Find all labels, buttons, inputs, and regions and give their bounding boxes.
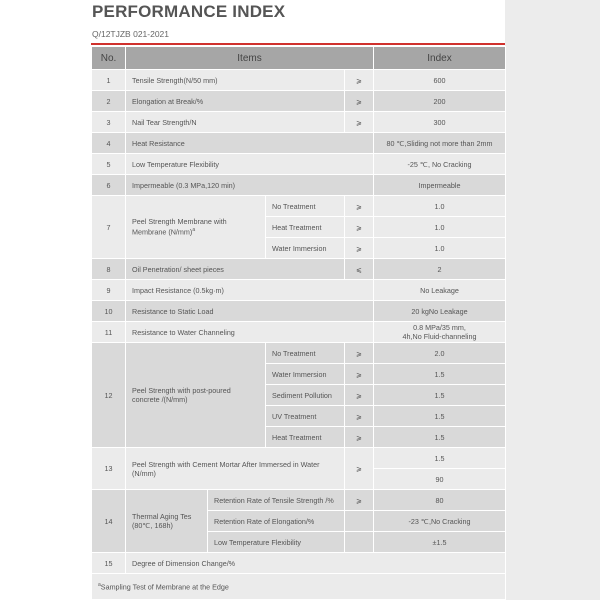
row-item-text: Peel Strength Membrane with Membrane (N/mm) (132, 217, 227, 237)
row-no: 13 (92, 448, 126, 490)
row-no: 10 (92, 301, 126, 322)
sub-item: No Treatment (266, 196, 345, 217)
sub-item: Retention Rate of Elongation/% (208, 511, 345, 532)
standard-code: Q/12TJZB 021-2021 (92, 29, 170, 39)
row-no: 2 (92, 91, 126, 112)
row-index: 90 (374, 469, 506, 490)
row-operator: ⩾ (345, 217, 374, 238)
row-operator: ⩾ (345, 196, 374, 217)
row-operator: ⩾ (345, 427, 374, 448)
row-operator: ⩾ (345, 70, 374, 91)
row-item (126, 196, 266, 259)
table-row (92, 259, 506, 280)
row-no: 8 (92, 259, 126, 280)
table-row (92, 280, 506, 301)
table-row (92, 301, 506, 322)
row-no: 11 (92, 322, 126, 343)
table-header-row (92, 47, 506, 70)
row-operator: ⩾ (345, 406, 374, 427)
row-index: 1.5 (374, 406, 506, 427)
row-item: Low Temperature Flexibility (126, 154, 374, 175)
sub-item: Low Temperature Flexibility (208, 532, 345, 553)
row-index: -23 ℃,No Cracking (374, 511, 506, 532)
row-item: Degree of Dimension Change/% (126, 553, 506, 574)
table-row (92, 154, 506, 175)
row-no: 14 (92, 490, 126, 553)
row-no: 1 (92, 70, 126, 91)
row-item: Tensile Strength(N/50 mm) (126, 70, 345, 91)
row-index: 1.0 (374, 238, 506, 259)
row-operator: ⩽ (345, 259, 374, 280)
table-row (92, 448, 506, 469)
row-index: 1.0 (374, 196, 506, 217)
row-no: 9 (92, 280, 126, 301)
table-row (92, 91, 506, 112)
row-index: 300 (374, 112, 506, 133)
header-index: Index (374, 47, 506, 70)
table-row (92, 70, 506, 91)
row-index: 1.5 (374, 364, 506, 385)
sub-item: Water Immersion (266, 238, 345, 259)
row-index: 200 (374, 91, 506, 112)
table-row (92, 112, 506, 133)
row-index: 2.0 (374, 343, 506, 364)
row-index: 1.5 (374, 448, 506, 469)
row-item: Impact Resistance (0.5kg·m) (126, 280, 374, 301)
row-operator: ⩾ (345, 91, 374, 112)
sub-item: Water Immersion (266, 364, 345, 385)
sub-item: UV Treatment (266, 406, 345, 427)
footnote-text: Sampling Test of Membrane at the Edge (100, 582, 229, 592)
table-row (92, 322, 506, 343)
page-title: PERFORMANCE INDEX (92, 2, 286, 21)
row-operator: ⩾ (345, 364, 374, 385)
row-item: Peel Strength with Cement Mortar After Immersed in Water (N/mm) (126, 448, 345, 490)
row-index: 80 (374, 490, 506, 511)
row-operator: ⩾ (345, 112, 374, 133)
footnote-row (92, 574, 506, 600)
row-index: 1.5 (374, 385, 506, 406)
row-index: 1.5 (374, 427, 506, 448)
row-no: 5 (92, 154, 126, 175)
row-no: 3 (92, 112, 126, 133)
sub-item: Heat Treatment (266, 217, 345, 238)
performance-table (91, 46, 506, 600)
footnote-marker: a (98, 582, 101, 589)
sub-item: Heat Treatment (266, 427, 345, 448)
index-line: 4h,No Fluid-channeling (402, 332, 477, 341)
row-operator: ⩾ (345, 448, 374, 490)
footnote (92, 574, 506, 600)
header-no: No. (92, 47, 126, 70)
row-index: 20 kgNo Leakage (374, 301, 506, 322)
row-operator: ⩾ (345, 490, 374, 511)
row-operator: ⩾ (345, 343, 374, 364)
row-item: Peel Strength with post-poured concrete /(N/mm) (126, 343, 266, 448)
footnote-marker: a (192, 227, 196, 234)
table-row (92, 196, 506, 217)
row-item: Elongation at Break/% (126, 91, 345, 112)
row-operator (345, 511, 374, 532)
row-index: 2 (374, 259, 506, 280)
header-items: Items (126, 47, 374, 70)
row-no: 4 (92, 133, 126, 154)
row-item: Impermeable (0.3 MPa,120 min) (126, 175, 374, 196)
table-row (92, 553, 506, 574)
row-index: No Leakage (374, 280, 506, 301)
row-no: 7 (92, 196, 126, 259)
table-row (92, 133, 506, 154)
row-index (374, 322, 506, 343)
title-divider (91, 43, 505, 45)
row-item: Thermal Aging Tes (80℃, 168h) (126, 490, 208, 553)
row-item: Nail Tear Strength/N (126, 112, 345, 133)
row-index: Impermeable (374, 175, 506, 196)
row-no: 12 (92, 343, 126, 448)
row-index: 1.0 (374, 217, 506, 238)
sub-item: Retention Rate of Tensile Strength /% (208, 490, 345, 511)
row-item: Oil Penetration/ sheet pieces (126, 259, 345, 280)
row-index: -25 ℃, No Cracking (374, 154, 506, 175)
table-row (92, 175, 506, 196)
row-operator: ⩾ (345, 385, 374, 406)
table-row (92, 490, 506, 511)
row-index: ±1.5 (374, 532, 506, 553)
row-no: 6 (92, 175, 126, 196)
row-item: Resistance to Static Load (126, 301, 374, 322)
sub-item: No Treatment (266, 343, 345, 364)
sub-item: Sediment Pollution (266, 385, 345, 406)
index-line: 0.8 MPa/35 mm, (413, 323, 466, 332)
row-no: 15 (92, 553, 126, 574)
row-item: Resistance to Water Channeling (126, 322, 374, 343)
row-index: 80 ℃,Sliding not more than 2mm (374, 133, 506, 154)
row-operator (345, 532, 374, 553)
row-item: Heat Resistance (126, 133, 374, 154)
table-row (92, 343, 506, 364)
row-operator: ⩾ (345, 238, 374, 259)
row-index: 600 (374, 70, 506, 91)
right-margin-band (505, 0, 600, 600)
